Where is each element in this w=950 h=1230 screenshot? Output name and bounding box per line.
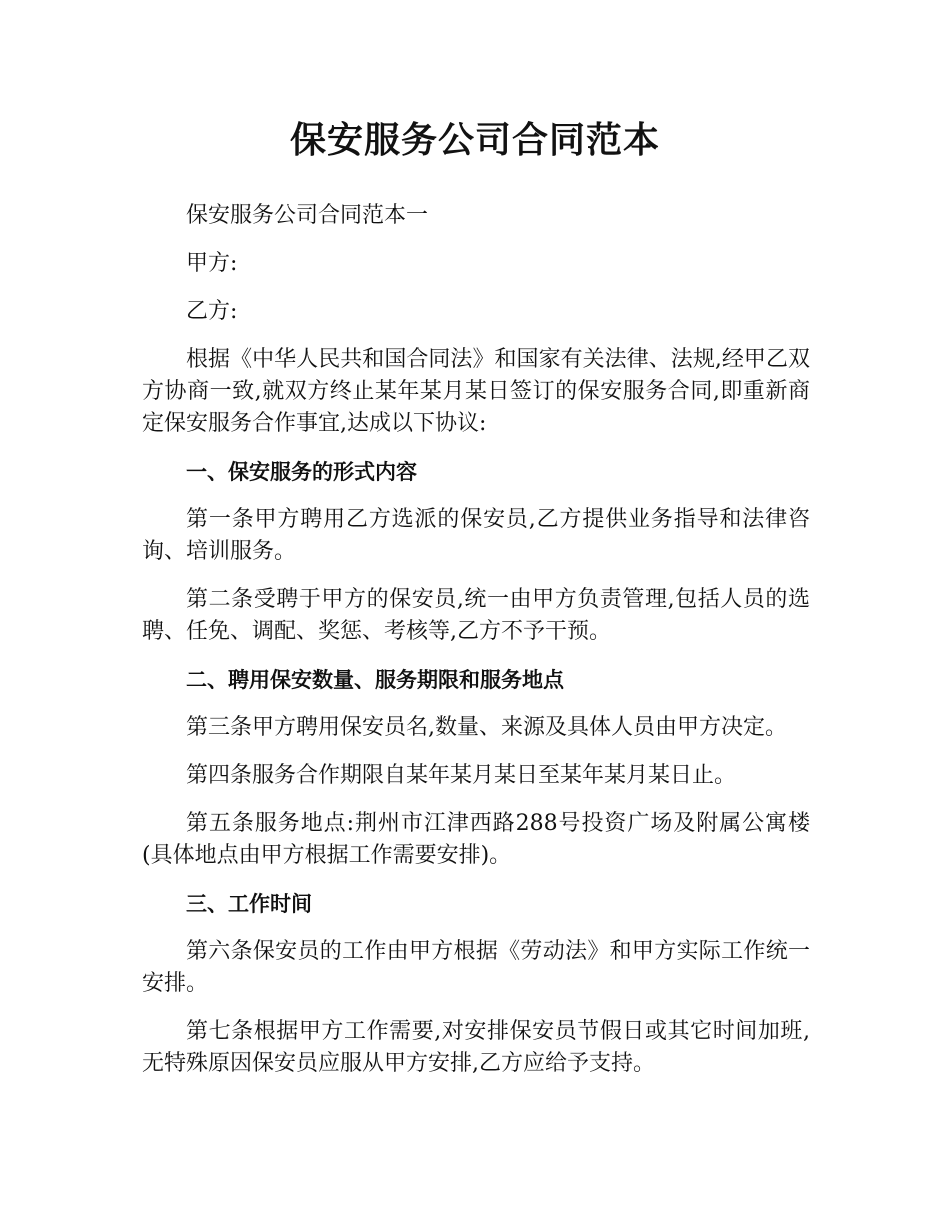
document-title: 保安服务公司合同范本: [289, 120, 660, 161]
party-b-line: 乙方:: [186, 299, 238, 324]
section-1: [142, 456, 810, 648]
section-heading: 二、聘用保安数量、服务期限和服务地点: [186, 668, 564, 692]
clause-paragraph: 第六条保安员的工作由甲方根据《劳动法》和甲方实际工作统一安排。: [142, 939, 810, 996]
section-heading: 三、工作时间: [186, 892, 312, 916]
intro-paragraph: 根据《中华人民共和国合同法》和国家有关法律、法规,经甲乙双方协商一致,就双方终止某年某月某日签订的保安服务合同,即重新商定保安服务合作事宜,达成以下协议:: [142, 347, 810, 436]
contract-subtitle: 保安服务公司合同范本一: [186, 203, 429, 228]
document-body: [142, 200, 810, 1096]
clause-paragraph: 第七条根据甲方工作需要,对安排保安员节假日或其它时间加班,无特殊原因保安员应服从甲方安排,乙方应给予支持。: [142, 1019, 810, 1076]
clause-paragraph: 第三条甲方聘用保安员名,数量、来源及具体人员由甲方决定。: [186, 715, 787, 740]
clause-paragraph: 第一条甲方聘用乙方选派的保安员,乙方提供业务指导和法律咨询、培训服务。: [142, 507, 810, 564]
clause-paragraph: 第二条受聘于甲方的保安员,统一由甲方负责管理,包括人员的选聘、任免、调配、奖惩、考核等,乙方不予干预。: [142, 587, 810, 644]
clause-paragraph: 第四条服务合作期限自某年某月某日至某年某月某日止。: [186, 763, 737, 788]
section-3: [142, 888, 810, 1080]
section-heading: 一、保安服务的形式内容: [186, 460, 417, 484]
section-2: [142, 664, 810, 872]
clause-paragraph: 第五条服务地点:荆州市江津西路288号投资广场及附属公寓楼(具体地点由甲方根据工作需要安排)。: [142, 811, 810, 868]
party-a-line: 甲方:: [186, 251, 238, 276]
